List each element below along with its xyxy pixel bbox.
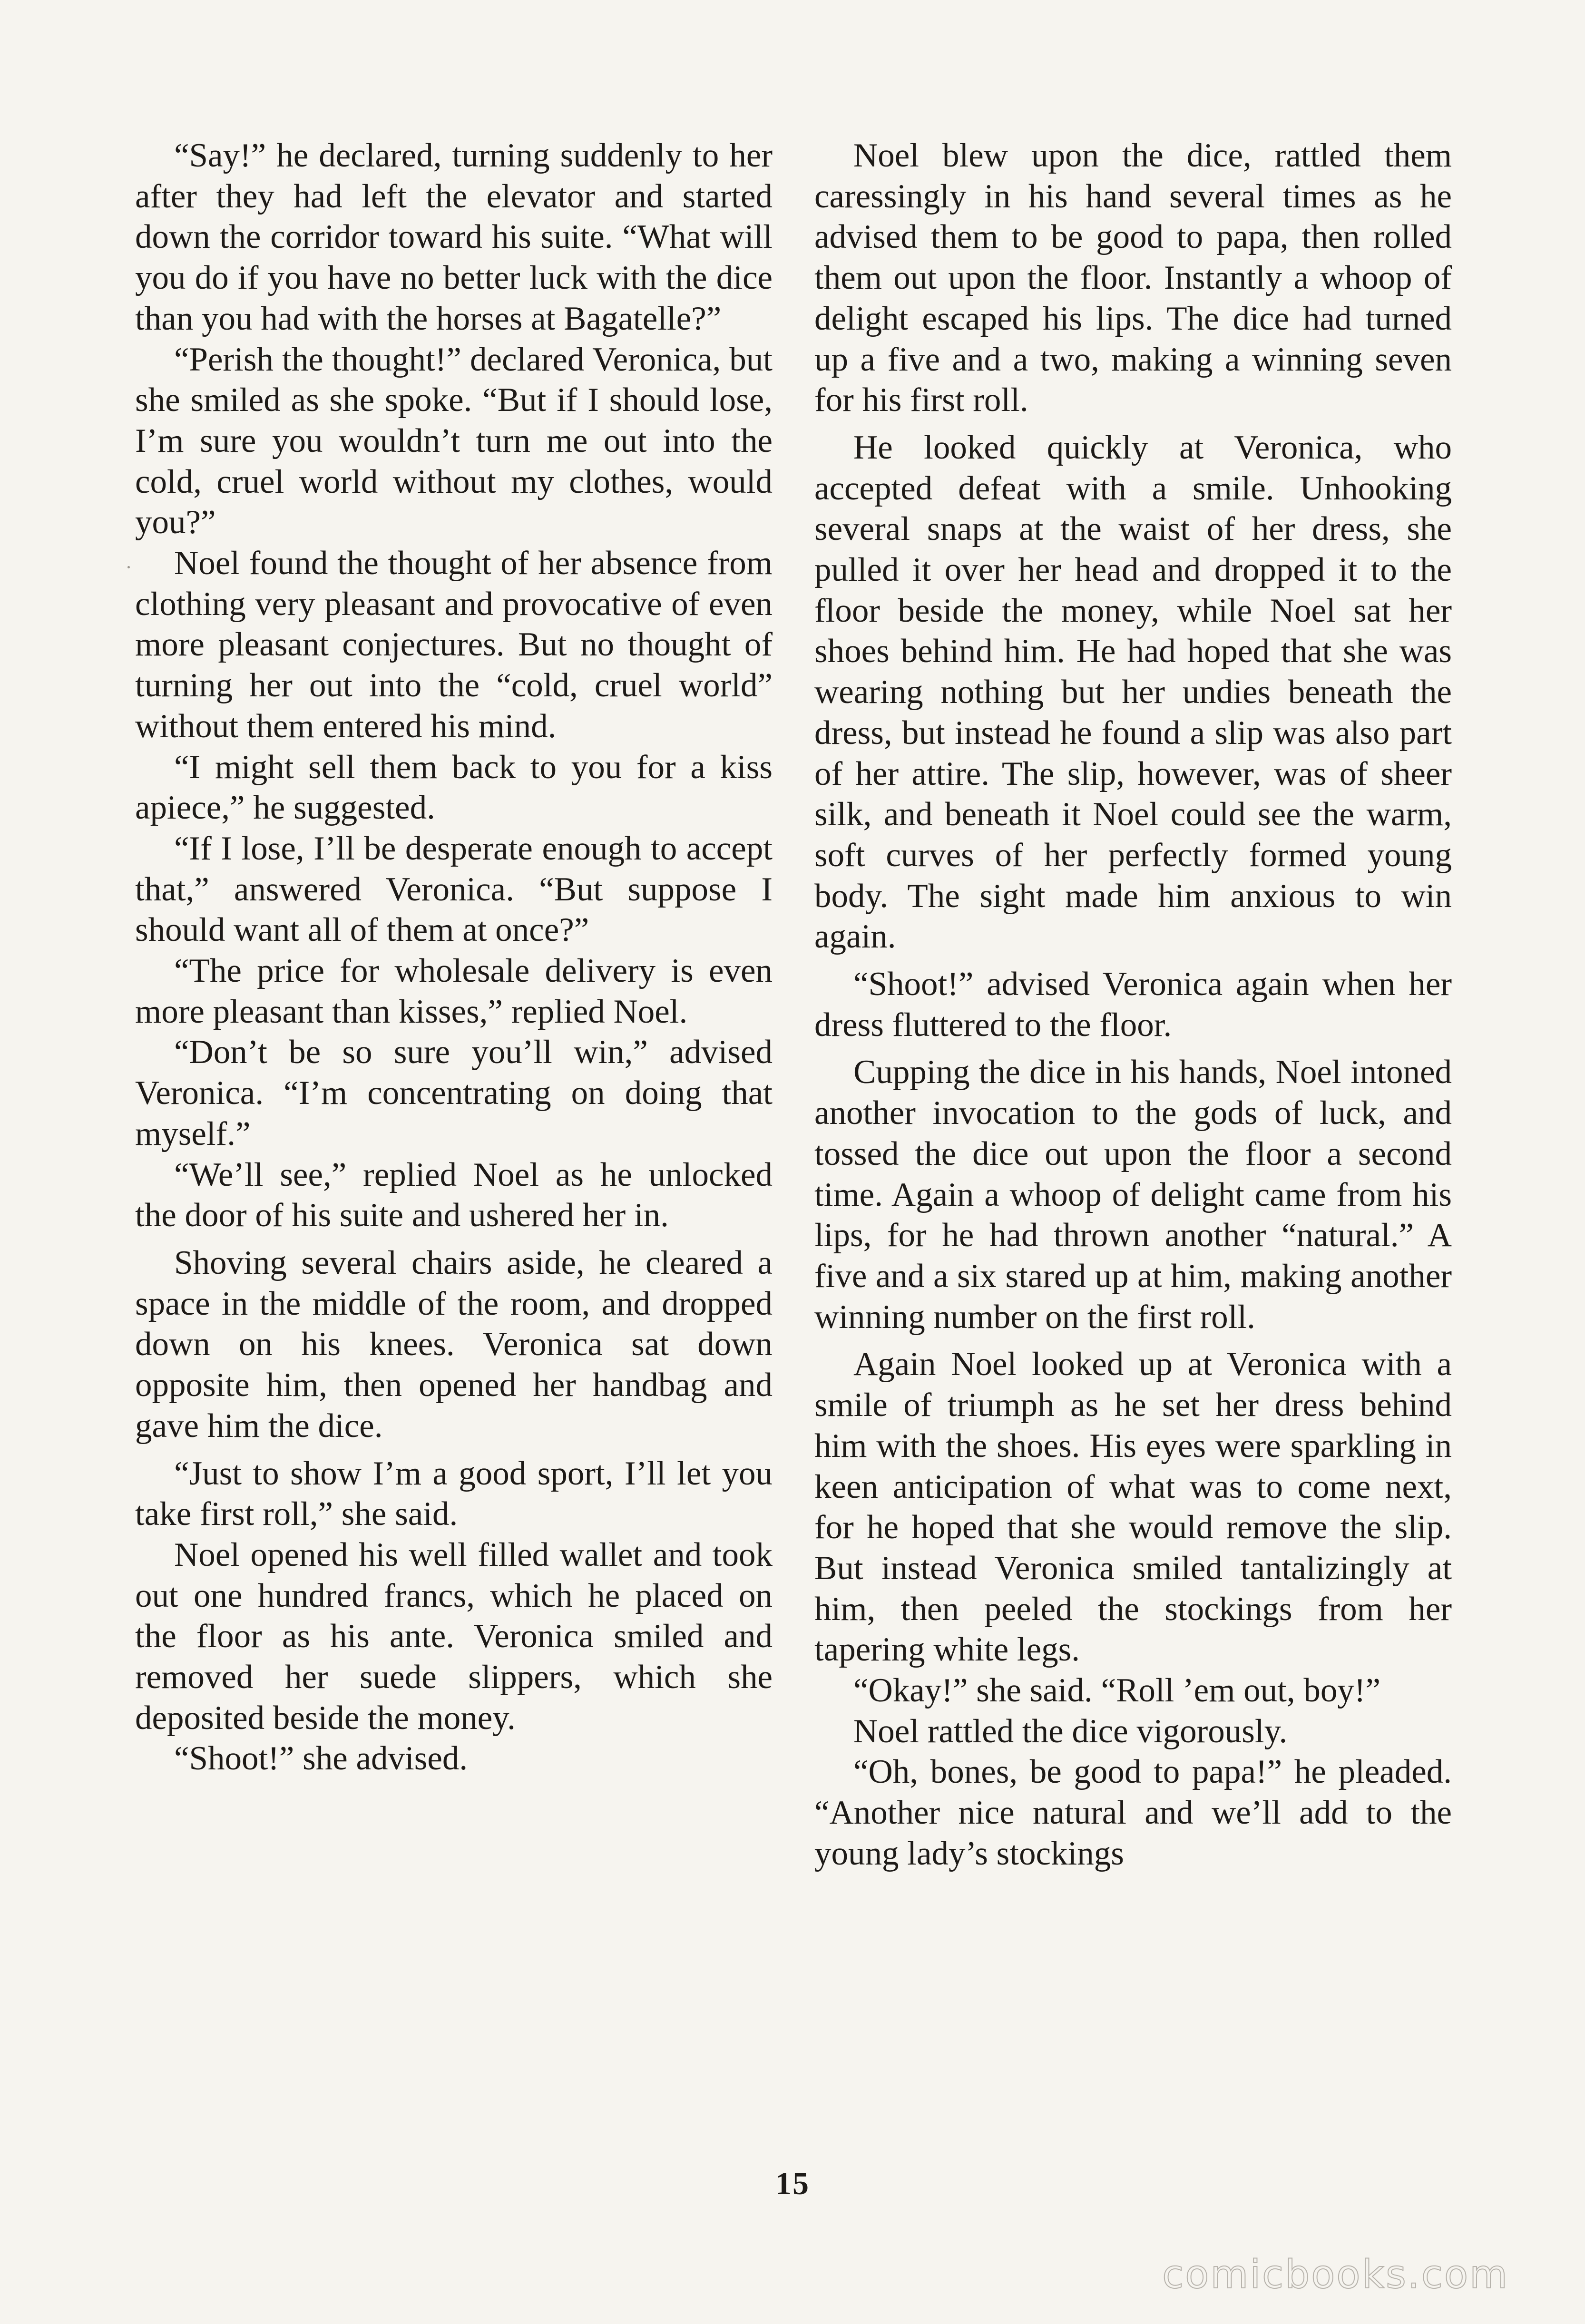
paragraph: “We’ll see,” replied Noel as he unlocked the door of his suite and ushered her in. — [135, 1156, 773, 1234]
paragraph: Noel rattled the dice vigorously. — [853, 1712, 1288, 1750]
paragraph: Cupping the dice in his hands, Noel intoned another invocation to the gods of luck, and tossed the dice out upon the floor a second time. Again a whoop of delight came from his lips, for he had thrown another “natural.” A five and a six stared up at him, making another winning number on the first roll. — [814, 1054, 1452, 1336]
paragraph: “Perish the thought!” declared Veronica, but she smiled as she spoke. “But if I should lose, I’m sure you wouldn’t turn me out into the cold, cruel world without my clothes, would you?” — [135, 341, 773, 541]
paragraph: “Shoot!” she advised. — [174, 1740, 468, 1777]
paragraph: Shoving several chairs aside, he cleared a space in the middle of the room, and dropped down on his knees. Veronica sat down opposite him, then opened her handbag and gave him the dice. — [135, 1244, 773, 1445]
paragraph: Noel blew upon the dice, rattled them caressingly in his hand several times as he advised them to be good to papa, then rolled them out upon the floor. Instantly a whoop of delight escaped his lips. The dice had turned up a five and a two, making a winning seven for his first roll. — [814, 137, 1452, 419]
paragraph: “I might sell them back to you for a kiss apiece,” he suggested. — [135, 748, 773, 827]
right-text-column — [814, 136, 1452, 1875]
paragraph: Noel opened his well filled wallet and took out one hundred francs, which he placed on the floor as his ante. Veronica smiled and removed her suede slippers, which she deposited beside the money. — [135, 1536, 773, 1737]
paragraph: “Just to show I’m a good sport, I’ll let you take first roll,” she said. — [135, 1455, 773, 1533]
paragraph: “Say!” he declared, turning suddenly to her after they had left the elevator and started down the corridor toward his suite. “What will you do if you have no better luck with the dice than you had with the horses at Bagatelle?” — [135, 137, 773, 337]
paragraph: “The price for wholesale delivery is even more pleasant than kisses,” replied Noel. — [135, 952, 773, 1030]
paragraph: “Okay!” she said. “Roll ’em out, boy!” — [853, 1672, 1381, 1709]
watermark: comicbooks.com — [1162, 2252, 1509, 2297]
paper-speck — [127, 566, 130, 568]
paragraph: Again Noel looked up at Veronica with a smile of triumph as he set her dress behind him with the shoes. His eyes were sparkling in keen anticipation of what was to come next, for he hoped that she would remove the slip. But instead Veronica smiled tantalizingly at him, then peeled the stockings from her tapering white legs. — [814, 1346, 1452, 1669]
paragraph: Noel found the thought of her absence from clothing very pleasant and provocative of even more pleasant conjectures. But no thought of turning her out into the “cold, cruel world” without them entered his mind. — [135, 545, 773, 745]
paragraph: He looked quickly at Veronica, who accepted defeat with a smile. Unhooking several snaps at the waist of her dress, she pulled it over her head and dropped it to the floor beside the money, while Noel sat her shoes behind him. He had hoped that she was wearing nothing but her undies beneath the dress, but instead he found a slip was also part of her attire. The slip, however, was of sheer silk, and beneath it Noel could see the warm, soft curves of her perfectly formed young body. The sight made him anxious to win again. — [814, 429, 1452, 956]
page-number: 15 — [775, 2165, 810, 2201]
left-text-column — [135, 136, 773, 1779]
paragraph: “Shoot!” advised Veronica again when her dress fluttered to the floor. — [814, 966, 1452, 1044]
paragraph: “If I lose, I’ll be desperate enough to accept that,” answered Veronica. “But suppose I should want all of them at once?” — [135, 830, 773, 949]
paragraph: “Oh, bones, be good to papa!” he pleaded. “Another nice natural and we’ll add to the young lady’s stockings — [814, 1753, 1452, 1872]
paragraph: “Don’t be so sure you’ll win,” advised Veronica. “I’m concentrating on doing that myself.” — [135, 1034, 773, 1152]
